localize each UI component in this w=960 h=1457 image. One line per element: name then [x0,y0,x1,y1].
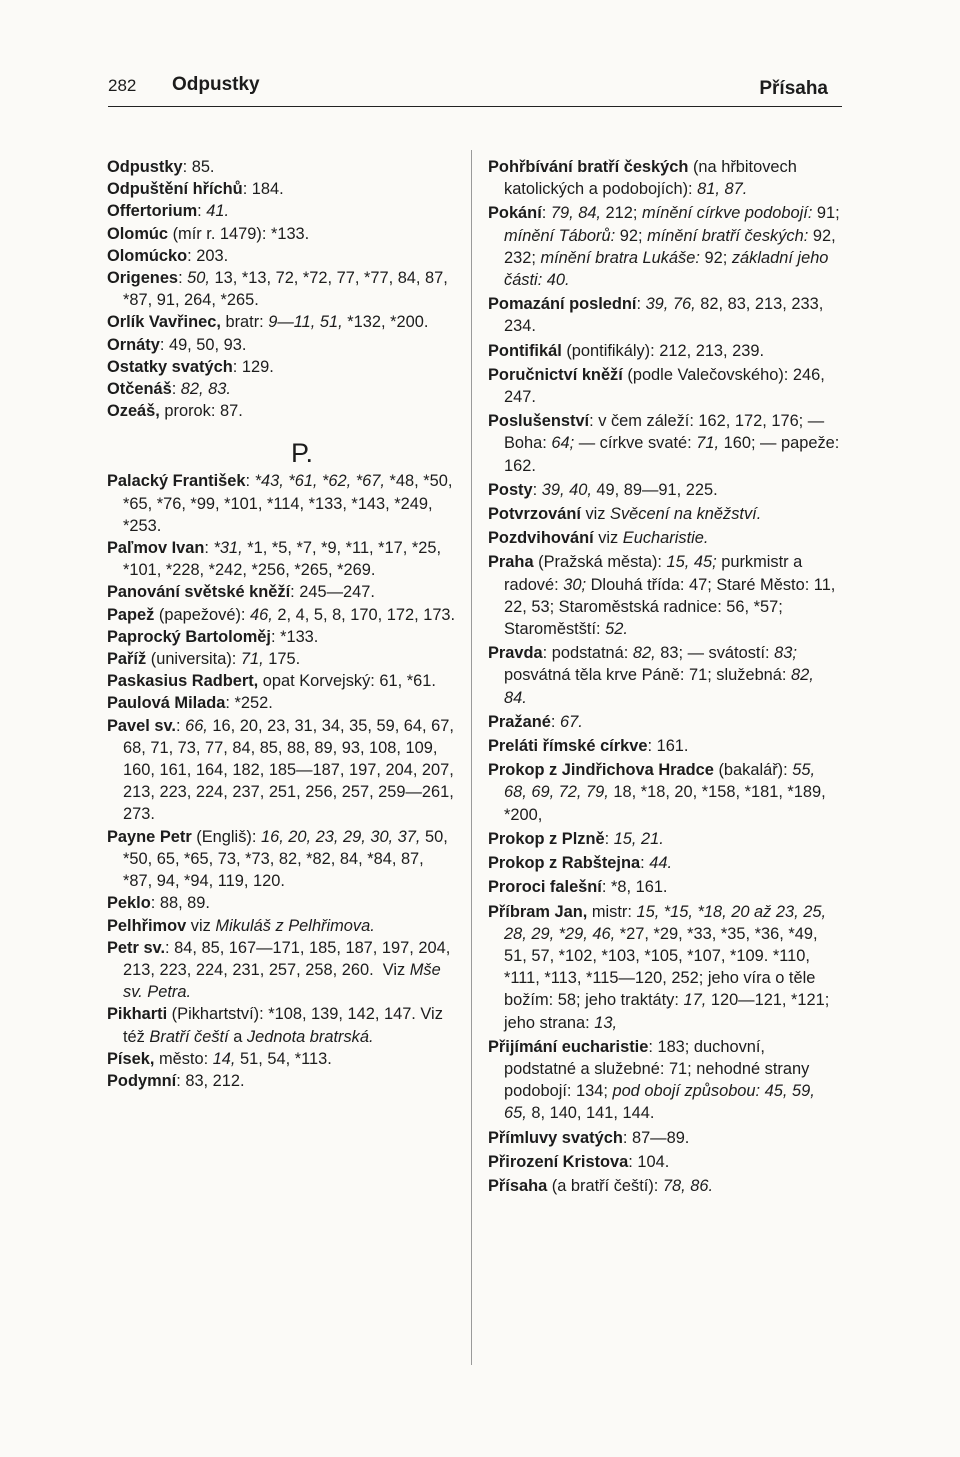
index-entry [488,527,840,549]
index-entry [488,1036,840,1125]
index-entry [488,901,840,1034]
index-entry [107,1003,457,1047]
entry-text: (bakalář): [713,761,793,780]
entry-text: 175. [263,650,301,669]
entry-italic-ref: Eucharistie. [622,529,709,548]
index-entry [107,178,457,200]
entry-italic-ref: 41. [206,202,230,221]
entry-italic-ref: základní jeho části: 40. [504,248,829,290]
index-entry [107,156,457,178]
entry-headword: Přísaha [488,1176,548,1195]
entry-headword: Pomazání poslední [488,295,637,314]
index-entry [488,828,840,850]
entry-headword: Paprocký Bartoloměj [107,627,271,646]
entry-text: : 183; duchovní, podstatné a služebné: 71; nehodné strany podobojí: 134; [504,1037,810,1101]
entry-headword: Prokop z Plzně [488,829,605,848]
entry-text: : 245—247. [290,583,375,602]
entry-text: 18, *18, 20, *158, *181, *189, *200, [504,783,826,824]
entry-headword: Posty [488,480,533,499]
entry-text: 212; [600,204,642,223]
index-entry [488,202,840,291]
entry-headword: Praha [488,553,534,572]
entry-headword: Olomúc [107,224,169,243]
entry-italic-ref: 66, [185,716,208,735]
entry-text: : [197,202,207,221]
index-entry [107,915,457,937]
index-column-left [107,156,457,1092]
entry-text: : [640,854,650,873]
entry-text: *48, *50, *65, *76, *99, *101, *114, *133, *143, *249, *253. [123,472,453,535]
entry-italic-ref: 44. [649,854,673,873]
entry-text: posvátná těla krve Páně: 71; služebná: [504,666,792,685]
entry-text: : 85. [182,158,215,176]
entry-headword: Podymní [107,1071,177,1090]
entry-headword: Pokání [488,204,542,223]
entry-italic-ref: 82, 83. [180,380,231,399]
entry-text: město: [154,1049,213,1068]
entry-text: a [228,1027,247,1046]
entry-headword: Poslušenství [488,412,590,431]
entry-italic-ref: *31, [213,539,243,558]
entry-text: : [178,269,188,288]
entry-text: 82, 83, 213, 233, 234. [504,295,824,336]
entry-italic-ref: mínění církve podobojí: [642,204,813,223]
index-entry [107,937,457,1004]
entry-text: Viz [373,960,410,979]
index-entry [107,378,457,400]
index-entry [488,1175,840,1197]
entry-italic-ref: Mikuláš z Pelhřimova. [215,916,375,935]
index-entry [107,692,457,714]
index-entry [488,364,840,408]
entry-text: : 203. [187,246,229,265]
entry-text: 16, 20, 23, 31, 34, 35, 59, 64, 67, 68, 71, 73, 77, 84, 85, 88, 89, 93, 108, 109, 160, 161, 164, 182, 185—187, 197, 204, 207, 213, 223, 224, 237, 251, 256, 257, 259—261, 273. [123,716,454,824]
entry-text: (universita): [146,650,241,669]
entry-headword: Proroci falešní [488,878,602,897]
entry-text: (pontifikály): 212, 213, 239. [561,341,765,360]
entry-text: 160; — papeže: 162. [504,434,840,475]
entry-text: 120—121, *121; jeho strana: [504,991,830,1032]
entry-text: 2, 4, 5, 8, 170, 172, 173. [272,605,456,624]
entry-text: : 88, 89. [150,894,210,913]
entry-italic-ref: Jednota bratrská. [246,1027,374,1046]
index-entry [488,156,840,200]
entry-text: 92, 232; [504,226,836,267]
entry-headword: Pavel sv. [107,716,176,735]
entry-text: : 83, 212. [176,1071,245,1090]
index-entry [107,670,457,692]
entry-text: 83; — svátostí: [655,644,775,663]
column-divider [471,150,472,1365]
entry-headword: Payne Petr [107,827,192,846]
entry-text: (Pikhartství): *108, 139, 142, 147. Viz též [123,1005,443,1046]
entry-headword: Ornáty [107,335,160,354]
entry-text: 8, 140, 141, 144. [526,1104,655,1123]
entry-text: *1, *5, *7, *9, *11, *17, *25, *101, *228, *242, *256, *265, *269. [123,539,442,580]
entry-text: : [636,295,646,314]
entry-headword: Preláti římské církve [488,737,648,756]
entry-text: 92; [699,248,732,267]
entry-text: (podle Valečovského): 246, 247. [504,365,825,407]
entry-text: : 184. [242,180,284,199]
entry-headword: Ozeáš, [107,402,160,421]
entry-headword: Papež [107,605,155,624]
entry-italic-ref: 82, 84. [504,666,814,707]
entry-italic-ref: 50, [187,269,210,288]
entry-italic-ref: 15, *15, *18, 20 až 23, 25, 28, 29, *29, 46, [504,902,827,943]
entry-text: viz [593,529,623,548]
index-entry [107,1070,457,1092]
entry-headword: Paľmov Ivan [107,539,205,558]
entry-text: (na hřbitovech katolických a podobojích): [504,158,797,199]
entry-text: : [175,716,186,735]
entry-headword: Příbram Jan, [488,902,588,921]
index-entry [107,1048,457,1070]
entry-headword: Pohřbívání bratří českých [488,158,689,176]
entry-italic-ref: 71, [240,650,264,669]
section-title: Odpustky [172,74,260,95]
entry-text: (a bratří čeští): [547,1176,663,1195]
entry-headword: Odpuštění hříchů [107,180,243,199]
entry-italic-ref: Bratří čeští [149,1027,229,1046]
entry-text: : 129. [232,357,274,376]
entry-italic-ref: 71, [696,434,720,453]
entry-italic-ref: 82, [632,644,656,663]
entry-text: : [171,380,181,399]
index-entry [107,715,457,826]
entry-text: (papežové): [154,605,251,624]
index-entry [107,537,457,581]
entry-headword: Přijímání eucharistie [488,1037,649,1056]
entry-italic-ref: 52. [605,620,628,639]
entry-headword: Pelhřimov [107,916,187,935]
entry-italic-ref: 64; [551,434,575,453]
entry-headword: Písek, [107,1049,155,1068]
entry-text: : [245,472,255,491]
entry-italic-ref: 15, 45; [666,553,717,572]
entry-text: : 104. [628,1152,670,1171]
entry-headword: Pozdvihování [488,529,594,548]
entry-text: opat Korvejský: 61, *61. [258,672,436,691]
entry-italic-ref: 83; [774,644,797,663]
entry-headword: Paskasius Radbert, [107,672,259,691]
entry-italic-ref: 9—11, 51, [268,313,343,332]
index-entry [488,503,840,525]
entry-text: 92; [615,226,648,245]
entry-italic-ref: 30; [563,575,587,594]
entry-italic-ref: mínění bratra Lukáše: [540,248,700,267]
entry-text: : [604,829,614,848]
entry-headword: Peklo [107,894,151,913]
entry-text: *132, *200. [342,313,429,332]
entry-italic-ref: 39, 40, [541,480,592,499]
entry-text: — církve svaté: [574,434,697,453]
entry-headword: Prokop z Jindřichova Hradce [488,761,714,780]
index-entry [488,759,840,826]
entry-text: 50, *50, 65, *65, 73, *73, 82, *82, 84, *84, 87, *87, 94, *94, 119, 120. [123,827,448,891]
index-entry [107,470,457,537]
entry-text: : *8, 161. [601,878,668,897]
index-entry [107,581,457,603]
entry-headword: Palacký František [107,472,246,491]
entry-text: : 161. [647,737,689,756]
entry-text: viz [580,505,611,524]
page-number: 282 [108,76,137,95]
index-entry [107,892,457,914]
entry-headword: Paříž [107,650,147,669]
entry-headword: Pražané [488,712,551,731]
entry-italic-ref: 81, 87. [697,180,748,199]
guide-word: Přísaha [759,78,828,99]
entry-italic-ref: pod obojí způsobou: 45, 59, 65, [504,1082,815,1123]
letter-heading: P. [290,438,314,469]
entry-text: : [541,204,551,223]
index-entry [488,642,840,709]
index-entry [488,876,840,898]
entry-italic-ref: 67. [559,712,583,731]
entry-italic-ref: mínění Táborů: [504,226,616,245]
index-entry [488,410,840,477]
entry-text: purkmistr a radové: [504,553,803,594]
entry-italic-ref: 15, 21. [613,829,664,848]
entry-text: 49, 89—91, 225. [591,480,718,499]
entry-text: (Engliš): [191,827,261,846]
entry-headword: Petr sv. [107,938,166,957]
entry-headword: Poručnictví kněží [488,365,623,384]
entry-headword: Prokop z Rabštejna [488,854,641,873]
entry-italic-ref: 39, 76, [645,295,696,314]
entry-text: : [204,539,214,558]
entry-headword: Pravda [488,644,543,663]
entry-italic-ref: 46, [250,605,273,624]
index-entry [488,340,840,362]
entry-text: : podstatná: [542,644,633,663]
entry-text: (Pražská města): [533,553,667,572]
index-entry [488,293,840,337]
entry-text: : *133. [270,627,319,646]
entry-text: 13, *13, 72, *72, 77, *77, 84, 87, *87, 91, 264, *265. [123,269,448,310]
index-entry [488,711,840,733]
entry-headword: Otčenáš [107,380,172,399]
index-entry [107,223,457,245]
entry-italic-ref: 78, 86. [662,1176,714,1195]
running-header [108,70,842,107]
entry-text: mistr: [587,902,637,921]
index-column-right [488,156,840,1199]
entry-italic-ref: *43, *61, *62, *67, [254,472,385,491]
entry-italic-ref: 13, [594,1013,618,1032]
entry-text: : 49, 50, 93. [159,335,247,354]
entry-headword: Panování světské kněží [107,583,291,602]
entry-text: : 87—89. [622,1128,690,1147]
index-entry [488,735,840,757]
index-entry [107,267,457,311]
entry-headword: Přirození Kristova [488,1152,629,1171]
entry-italic-ref: Svěcení na kněžství. [610,505,762,524]
index-entry [488,1151,840,1173]
index-entry [107,626,457,648]
index-entry [107,604,457,626]
entry-headword: Odpustky [107,158,183,176]
index-entry [107,356,457,378]
index-entry [107,311,457,333]
index-entry [488,551,840,640]
index-entry [107,648,457,670]
entry-text: 51, 54, *113. [235,1049,332,1068]
entry-italic-ref: 17, [683,991,707,1010]
entry-text: : 84, 85, 167—171, 185, 187, 197, 204, 213, 223, 224, 231, 257, 258, 260. [123,938,451,979]
entry-text: (mír r. 1479): *133. [168,224,310,243]
entry-headword: Přímluvy svatých [488,1128,623,1147]
entry-headword: Ostatky svatých [107,357,233,376]
entry-headword: Pikharti [107,1005,168,1024]
entry-italic-ref: mínění bratří českých: [647,226,809,245]
entry-italic-ref: Mše sv. Petra. [123,960,441,1002]
entry-italic-ref: 14, [212,1049,236,1068]
entry-text: 91; [812,204,840,223]
entry-headword: Origenes [107,269,179,288]
index-entry [107,334,457,356]
entry-headword: Olomúcko [107,246,188,265]
entry-headword: Potvrzování [488,505,581,524]
entry-italic-ref: 55, 68, 69, 72, 79, [504,761,816,802]
entry-headword: Paulová Milada [107,694,226,713]
entry-italic-ref: 16, 20, 23, 29, 30, 37, [260,827,421,846]
entry-headword: Pontifikál [488,341,562,360]
entry-text: : v čem záleží: 162, 172, 176; — Boha: [504,412,825,453]
index-entry [107,200,457,222]
entry-text: : *252. [225,694,273,713]
entry-text: viz [186,916,216,935]
entry-italic-ref: 79, 84, [550,204,601,223]
entry-text: : [532,480,542,499]
entry-text: prorok: 87. [159,402,243,421]
index-entry [107,826,457,893]
entry-text: Dlouhá třída: 47; Staré Město: 11, 22, 53; Staroměstská radnice: 56, *57; Staroměstští: [504,575,836,639]
index-entry [488,1127,840,1149]
entry-headword: Orlík Vavřinec, [107,313,221,332]
entry-text: bratr: [220,313,269,332]
entry-text: : [550,712,560,731]
index-entry [488,852,840,874]
entry-text: *27, *29, *33, *35, *36, *49, 51, 57, *102, *103, *105, *107, *109. *110, *111, *113, *115—120, 252; jeho víra o těle božím: 58; jeho traktáty: [504,924,818,1010]
entry-headword: Offertorium [107,202,198,221]
index-entry [107,400,457,422]
index-entry [107,245,457,267]
index-entry [488,479,840,501]
